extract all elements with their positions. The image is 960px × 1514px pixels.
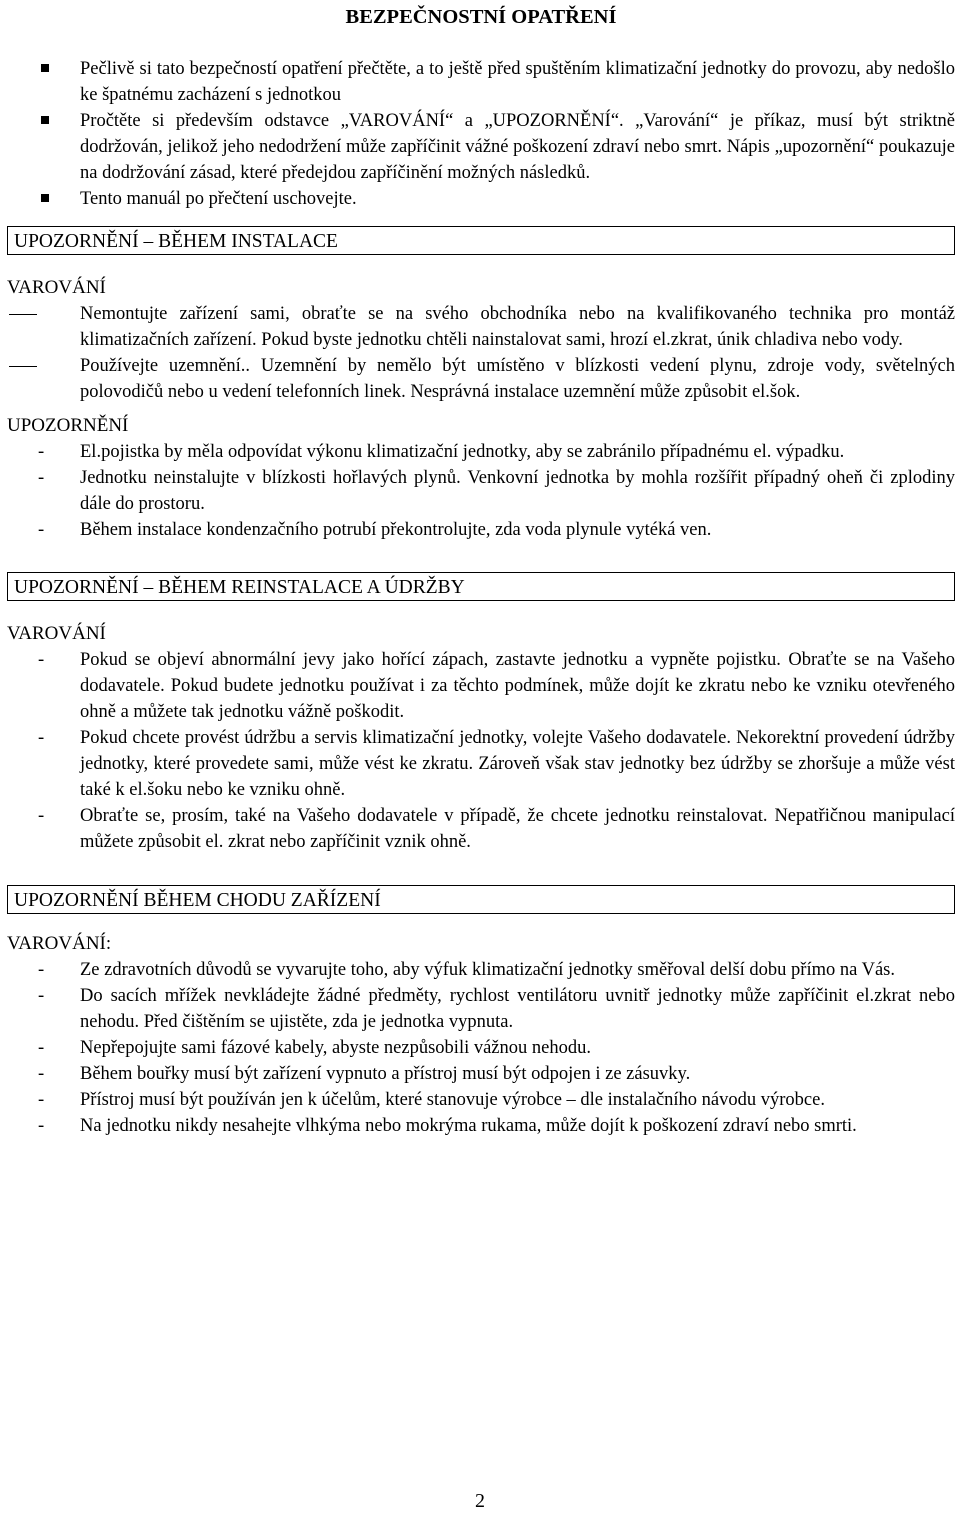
section-heading-install: UPOZORNĚNÍ – BĚHEM INSTALACE xyxy=(7,226,955,255)
hyphen-bullet-icon: - xyxy=(38,960,45,980)
hyphen-bullet-icon: - xyxy=(38,650,45,670)
list-item: Pročtěte si především odstavce „VAROVÁNÍ“ a „UPOZORNĚNÍ“. „Varování“ je příkaz, musí být striktně dodržován, jelikož jeho nedodržení může zapříčinit vážné poškození zdraví nebo smrt. Nápis „upozornění“ poukazuje na dodržování zásad, které předejdou zapříčinění možných následků. xyxy=(7,108,955,186)
install-caution-list xyxy=(7,439,955,543)
square-bullet-icon xyxy=(41,116,49,124)
square-bullet-icon xyxy=(41,194,49,202)
section-heading-maintenance: UPOZORNĚNÍ – BĚHEM REINSTALACE A ÚDRŽBY xyxy=(7,572,955,601)
warning-label: VAROVÁNÍ xyxy=(7,277,106,298)
hyphen-bullet-icon: - xyxy=(38,1038,45,1058)
maintenance-warning-list xyxy=(7,647,955,855)
list-item: Tento manuál po přečtení uschovejte. xyxy=(7,186,955,212)
hyphen-bullet-icon: - xyxy=(38,728,45,748)
list-item: - El.pojistka by měla odpovídat výkonu klimatizační jednotky, aby se zabránilo případnému el. výpadku. xyxy=(7,439,955,465)
list-item: - Na jednotku nikdy nesahejte vlhkýma nebo mokrýma rukama, může dojít k poškození zdraví nebo smrti. xyxy=(7,1113,955,1139)
list-item: - Obraťte se, prosím, také na Vašeho dodavatele v případě, že chcete jednotku reinstalovat. Nepatřičnou manipulací můžete způsobit el. zkrat nebo zapříčinit vznik ohně. xyxy=(7,803,955,855)
list-item: - Do sacích mřížek nevkládejte žádné předměty, rychlost ventilátoru uvnitř jednotky může zapříčinit el.zkrat nebo nehodu. Před čištěním se ujistěte, zda je jednotka vypnuta. xyxy=(7,983,955,1035)
list-item: Pečlivě si tato bezpečností opatření přečtěte, a to ještě před spuštěním klimatizační jednotky do provozu, aby nedošlo ke špatnému zacházení s jednotkou xyxy=(7,56,955,108)
document-page xyxy=(7,0,955,1139)
hyphen-bullet-icon: - xyxy=(38,1064,45,1084)
intro-list xyxy=(7,56,955,212)
list-item: - Ze zdravotních důvodů se vyvarujte toho, aby výfuk klimatizační jednotky směřoval delší dobu přímo na Vás. xyxy=(7,957,955,983)
hyphen-bullet-icon: - xyxy=(38,1116,45,1136)
hyphen-bullet-icon: - xyxy=(38,442,45,462)
list-item: Nemontujte zařízení sami, obraťte se na svého obchodníka nebo na kvalifikovaného technika pro montáž klimatizačních zařízení. Pokud byste jednotku chtěli nainstalovat sami, hrozí el.zkrat, únik chladiva nebo vody. xyxy=(7,301,955,353)
warning-label: VAROVÁNÍ: xyxy=(7,933,112,954)
warning-label: VAROVÁNÍ xyxy=(7,623,106,644)
hyphen-bullet-icon: - xyxy=(38,1090,45,1110)
list-item: - Pokud chcete provést údržbu a servis klimatizační jednotky, volejte Vašeho dodavatele. Nekorektní provedení údržby jednotky, které provedete sami, může vést ke zkratu. Zároveň však stav jednotky bez údržby se zhoršuje a může vést také k el.šoku nebo ke vzniku ohně. xyxy=(7,725,955,803)
list-item: - Přístroj musí být používán jen k účelům, které stanovuje výrobce – dle instalačního návodu výrobce. xyxy=(7,1087,955,1113)
dash-bullet-icon xyxy=(9,314,37,315)
page-number: 2 xyxy=(475,1490,485,1512)
list-item: - Pokud se objeví abnormální jevy jako hořící zápach, zastavte jednotku a vypněte pojistku. Obraťte se na Vašeho dodavatele. Pokud budete jednotku používat i za těchto podmínek, může dojít ke zkratu nebo ke vzniku otevřeného ohně a můžete tak jednotku vážně poškodit. xyxy=(7,647,955,725)
caution-label: UPOZORNĚNÍ xyxy=(7,415,129,436)
hyphen-bullet-icon: - xyxy=(38,806,45,826)
page-title: BEZPEČNOSTNÍ OPATŘENÍ xyxy=(345,6,617,28)
install-warning-list xyxy=(7,301,955,405)
list-item: - Během bouřky musí být zařízení vypnuto a přístroj musí být odpojen i ze zásuvky. xyxy=(7,1061,955,1087)
dash-bullet-icon xyxy=(9,366,37,367)
hyphen-bullet-icon: - xyxy=(38,468,45,488)
list-item: - Během instalace kondenzačního potrubí překontrolujte, zda voda plynule vytéká ven. xyxy=(7,517,955,543)
list-item: - Jednotku neinstalujte v blízkosti hořlavých plynů. Venkovní jednotka by mohla rozšířit případný oheň či zplodiny dále do prostoru. xyxy=(7,465,955,517)
list-item: - Nepřepojujte sami fázové kabely, abyste nezpůsobili vážnou nehodu. xyxy=(7,1035,955,1061)
square-bullet-icon xyxy=(41,64,49,72)
list-item: Používejte uzemnění.. Uzemnění by nemělo být umístěno v blízkosti vedení plynu, zdroje vody, světelných polovodičů nebo u vedení telefonních linek. Nesprávná instalace uzemnění může způsobit el.šok. xyxy=(7,353,955,405)
operation-warning-list xyxy=(7,957,955,1139)
section-heading-operation: UPOZORNĚNÍ BĚHEM CHODU ZAŘÍZENÍ xyxy=(7,885,955,914)
hyphen-bullet-icon: - xyxy=(38,986,45,1006)
hyphen-bullet-icon: - xyxy=(38,520,45,540)
